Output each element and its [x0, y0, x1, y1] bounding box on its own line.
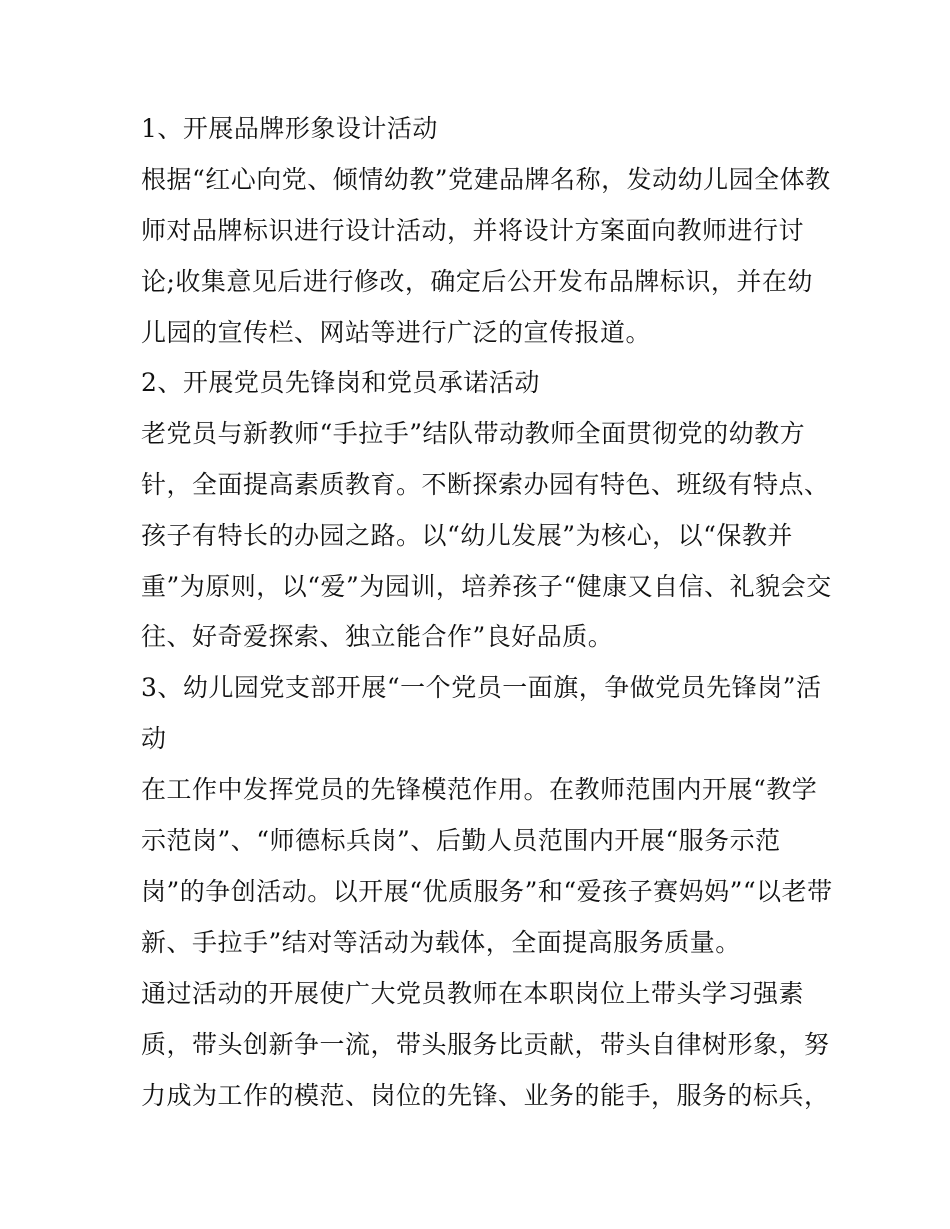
paragraph-line: 往、好奇爱探索、独立能合作”良好品质。	[141, 622, 614, 651]
paragraph-line: 质，带头创新争一流，带头服务比贡献，带头自律树形象，努	[141, 1030, 830, 1059]
paragraph-line: 师对品牌标识进行设计活动，并将设计方案面向教师进行讨	[141, 216, 805, 245]
paragraph-line: 根据“红心向党、倾情幼教”党建品牌名称，发动幼儿园全体教	[141, 165, 831, 194]
heading-1: 1、开展品牌形象设计活动	[141, 114, 438, 143]
paragraph-line: 重”为原则，以“爱”为园训，培养孩子“健康又自信、礼貌会交	[141, 572, 832, 601]
paragraph-line: 力成为工作的模范、岗位的先锋、业务的能手，服务的标兵，	[141, 1081, 830, 1110]
heading-3: 3、幼儿园党支部开展“一个党员一面旗，争做党员先锋岗”活	[141, 673, 822, 702]
heading-2: 2、开展党员先锋岗和党员承诺活动	[141, 368, 540, 397]
paragraph-line: 新、手拉手”结对等活动为载体，全面提高服务质量。	[141, 928, 741, 957]
paragraph-line: 老党员与新教师“手拉手”结队带动教师全面贯彻党的幼教方	[141, 419, 806, 448]
paragraph-line: 示范岗”、“师德标兵岗”、后勤人员范围内开展“服务示范	[141, 826, 781, 855]
paragraph-line: 孩子有特长的办园之路。以“幼儿发展”为核心，以“保教并	[141, 521, 793, 550]
paragraph-line: 在工作中发挥党员的先锋模范作用。在教师范围内开展“教学	[141, 775, 818, 804]
paragraph-line: 通过活动的开展使广大党员教师在本职岗位上带头学习强素	[141, 979, 805, 1008]
paragraph-line: 岗”的争创活动。以开展“优质服务”和“爱孩子赛妈妈”“以老带	[141, 877, 833, 906]
heading-3-continued: 动	[141, 724, 167, 753]
paragraph-line: 针，全面提高素质教育。不断探索办园有特色、班级有特点、	[141, 470, 830, 499]
paragraph-line: 儿园的宣传栏、网站等进行广泛的宣传报道。	[141, 318, 652, 347]
paragraph-line: 论;收集意见后进行修改，确定后公开发布品牌标识，并在幼	[141, 267, 813, 296]
